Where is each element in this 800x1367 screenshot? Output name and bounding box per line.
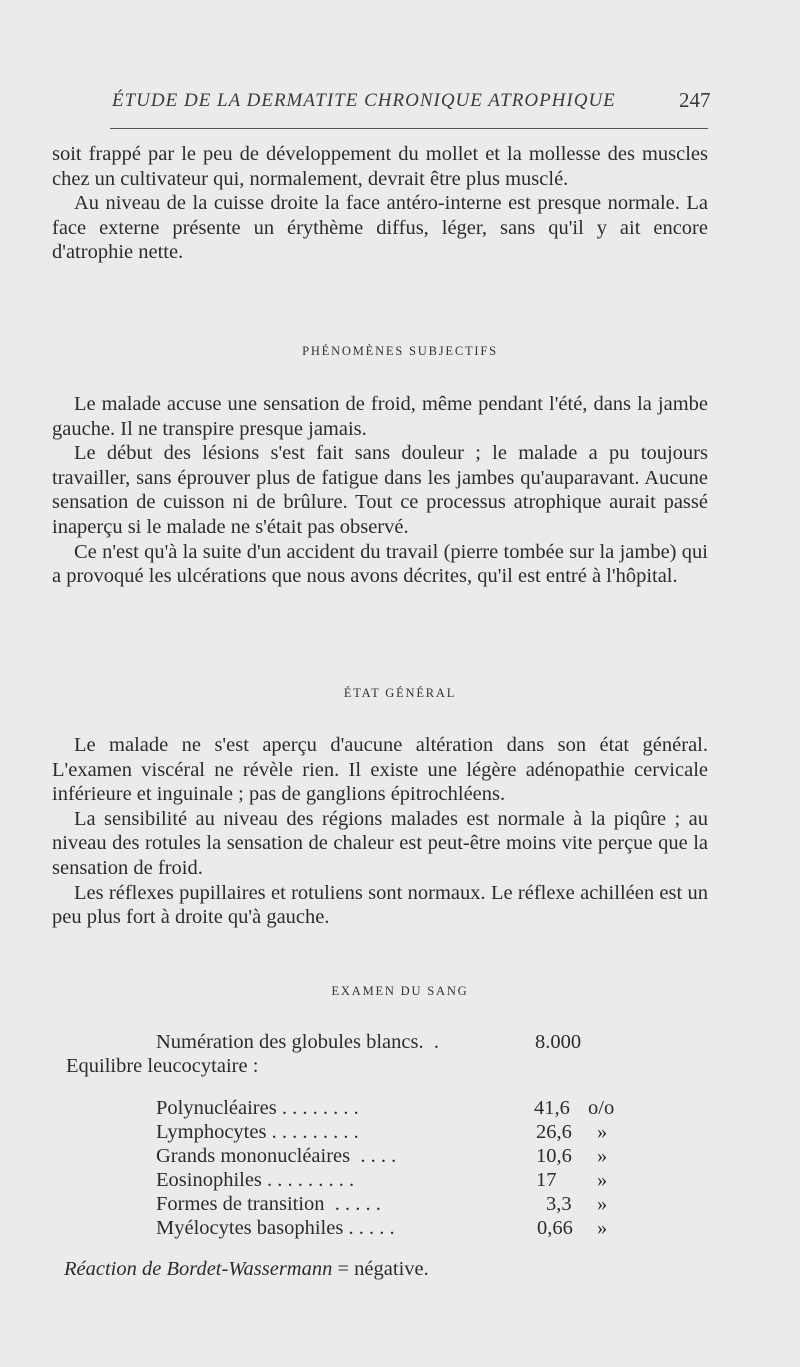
cell-label: Grands mononucléaires . . . . [156,1145,397,1167]
cell-value: 41,6 [534,1097,570,1119]
subjective-paragraph-2: Le début des lésions s'est fait sans douleur ; le malade a pu toujours travailler, sans éprouver plus de fatigue dans les jambes qu'auparavant. Aucune sensation de cuisson ni de brûlure. Tout ce processus atrophique aurait passé inaperçu si le malade ne s'était pas observé. [52,442,708,538]
cell-unit: o/o [588,1097,615,1119]
subjective-paragraph-1: Le malade accuse une sensation de froid, même pendant l'été, dans la jambe gauche. Il ne transpire presque jamais. [52,393,708,440]
running-title: ÉTUDE DE LA DERMATITE CHRONIQUE ATROPHIQUE [112,90,616,111]
cell-unit: » [597,1145,608,1167]
cell-unit: » [597,1169,608,1191]
cell-value: 3,3 [546,1193,572,1215]
cell-label: Lymphocytes . . . . . . . . . [156,1121,359,1143]
intro-paragraph-1: soit frappé par le peu de développement du mollet et la mollesse des muscles chez un cultivateur qui, normalement, devrait être plus musclé. [52,143,708,190]
cell-value: 0,66 [537,1217,573,1239]
general-paragraph-1: Le malade ne s'est aperçu d'aucune altération dans son état général. L'examen viscéral ne révèle rien. Il existe une légère adénopathie cervicale inférieure et inguinale ; pas de ganglions épitrochléens. [52,734,708,806]
cell-label: Formes de transition . . . . . [156,1193,381,1215]
reaction-name: Réaction de Bordet-Wassermann [64,1258,333,1280]
header-rule [110,128,708,129]
equilibre-label: Equilibre leucocytaire : [66,1055,259,1077]
section-title-blood: EXAMEN DU SANG [331,984,469,998]
general-paragraph-3: Les réflexes pupillaires et rotuliens sont normaux. Le réflexe achilléen est un peu plus fort à droite qu'à gauche. [52,881,708,929]
intro-text [52,142,708,265]
cell-label: Eosinophiles . . . . . . . . . [156,1169,355,1191]
page-header [0,86,800,116]
table-row [52,1096,708,1120]
cell-label: Myélocytes basophiles . . . . . [156,1217,395,1239]
cell-value: 17 [536,1169,557,1191]
subjective-paragraph-3: Ce n'est qu'à la suite d'un accident du travail (pierre tombée sur la jambe) qui a provoqué les ulcérations que nous avons décrites, qu'il est entré à l'hôpital. [52,540,708,588]
count-value: 8.000 [535,1031,582,1053]
intro-paragraph-2: Au niveau de la cuisse droite la face antéro-interne est presque normale. La face externe présente un érythème diffus, léger, sans qu'il y ait encore d'atrophie nette. [52,192,708,264]
general-text [52,733,708,930]
cell-unit: » [597,1121,608,1143]
cell-value: 10,6 [536,1145,572,1167]
page-number: 247 [679,88,711,112]
bordet-wassermann-line [64,1258,429,1281]
reaction-result: = négative. [332,1258,429,1280]
subjective-text [52,392,708,589]
count-row [52,1030,708,1054]
section-title-general: ÉTAT GÉNÉRAL [343,686,457,700]
table-row [52,1120,708,1144]
table-row [52,1192,708,1216]
table-row [52,1216,708,1240]
blood-exam-table [52,1030,708,1240]
section-title-subjective: PHÉNOMÈNES SUBJECTIFS [302,344,498,358]
table-row [52,1144,708,1168]
general-paragraph-2: La sensibilité au niveau des régions malades est normale à la piqûre ; au niveau des rotules la sensation de chaleur est peut-être moins vite perçue que la sensation de froid. [52,807,708,879]
cell-unit: » [597,1193,608,1215]
cell-label: Polynucléaires . . . . . . . . [156,1097,359,1119]
table-row [52,1168,708,1192]
equilibre-row [52,1054,708,1078]
count-label: Numération des globules blancs. . [156,1031,439,1053]
cell-unit: » [597,1217,608,1239]
cell-value: 26,6 [536,1121,572,1143]
